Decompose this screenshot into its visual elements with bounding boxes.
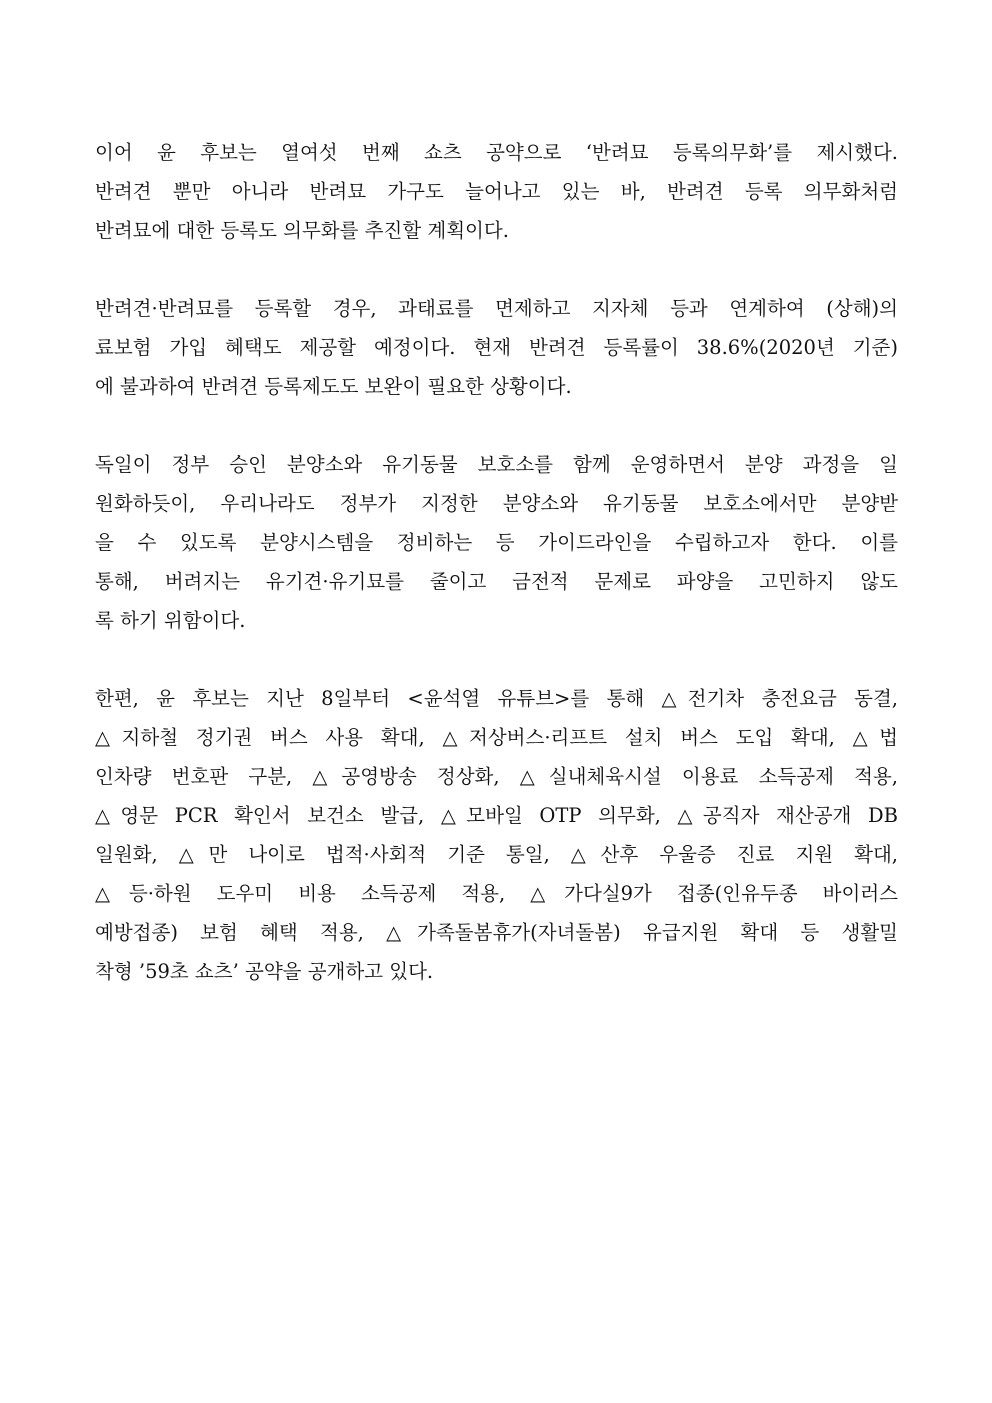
text-line: 반려견 뿐만 아니라 반려묘 가구도 늘어나고 있는 바, 반려견 등록 의무화처럼 [95,180,898,203]
paragraph-registration-benefits [95,289,898,406]
paragraph-spacer [95,640,898,679]
text-line: 을 수 있도록 분양시스템을 정비하는 등 가이드라인을 수립하고자 한다. 이를 [95,531,898,554]
text-line: 반려견·반려묘를 등록할 경우, 과태료를 면제하고 지자체 등과 연계하여 (상해)의 [95,297,898,320]
text-line: 독일이 정부 승인 분양소와 유기동물 보호소를 함께 운영하면서 분양 과정을 일 [95,453,898,476]
text-line: 착형 ’59초 쇼츠’ 공약을 공개하고 있다. [95,960,434,983]
document-body [95,133,898,991]
paragraph-shorts-pledges [95,679,898,991]
paragraph-pet-cat-registration [95,133,898,250]
text-line: 에 불과하여 반려견 등록제도도 보완이 필요한 상황이다. [95,375,572,398]
text-line: 일원화, △만 나이로 법적·사회적 기준 통일, △산후 우울증 진료 지원 확대, [95,843,898,866]
text-line: 인차량 번호판 구분, △공영방송 정상화, △실내체육시설 이용료 소득공제 적용, [95,765,898,788]
text-line: 반려묘에 대한 등록도 의무화를 추진할 계획이다. [95,219,509,242]
paragraph-adoption-system [95,445,898,640]
text-line: 한편, 윤 후보는 지난 8일부터 <윤석열 유튜브>를 통해 △전기차 충전요금 동결, [95,687,898,710]
text-line: 록 하기 위함이다. [95,609,246,632]
text-line: 예방접종) 보험 혜택 적용, △가족돌봄휴가(자녀돌봄) 유급지원 확대 등 생활밀 [95,921,898,944]
text-line: 료보험 가입 혜택도 제공할 예정이다. 현재 반려견 등록률이 38.6%(2020년 기준) [95,336,898,359]
text-line: △영문 PCR 확인서 보건소 발급, △모바일 OTP 의무화, △공직자 재산공개 DB [95,804,898,827]
paragraph-spacer [95,406,898,445]
text-line: △지하철 정기권 버스 사용 확대, △저상버스·리프트 설치 버스 도입 확대, △법 [95,726,898,749]
paragraph-spacer [95,250,898,289]
text-line: 원화하듯이, 우리나라도 정부가 지정한 분양소와 유기동물 보호소에서만 분양받 [95,492,898,515]
text-line: 이어 윤 후보는 열여섯 번째 쇼츠 공약으로 ‘반려묘 등록의무화’를 제시했다. [95,141,898,164]
text-line: △등·하원 도우미 비용 소득공제 적용, △가다실9가 접종(인유두종 바이러스 [95,882,898,905]
text-line: 통해, 버려지는 유기견·유기묘를 줄이고 금전적 문제로 파양을 고민하지 않도 [95,570,898,593]
